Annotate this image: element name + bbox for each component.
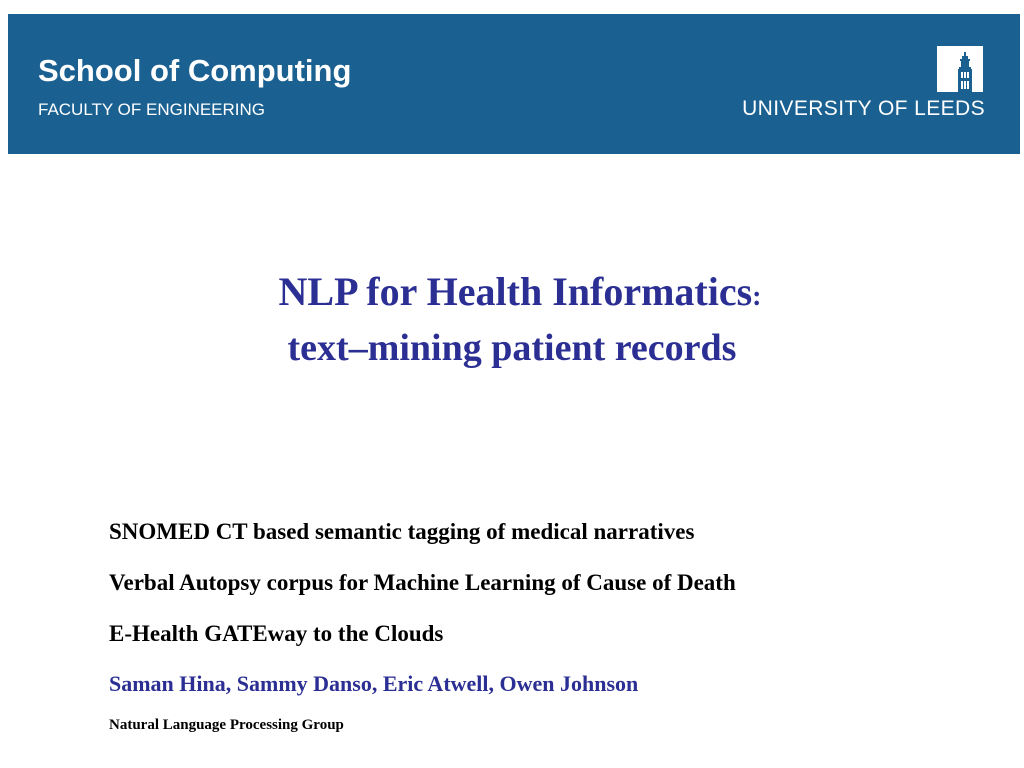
title-main: NLP for Health Informatics [278,269,753,314]
university-name: UNIVERSITY OF LEEDS [742,97,985,120]
tower-icon [937,46,983,92]
title-line-2: text–mining patient records [287,327,737,369]
topic-item: E-Health GATEway to the Clouds [109,621,444,646]
school-name: School of Computing [38,53,352,88]
title-line-1 [8,269,1024,314]
authors: Saman Hina, Sammy Danso, Eric Atwell, Owen Johnson [109,671,639,696]
faculty-name: FACULTY OF ENGINEERING [38,100,266,119]
topic-item: SNOMED CT based semantic tagging of medical narratives [109,519,695,544]
title-colon: : [752,281,762,312]
header-banner [8,14,1020,154]
topic-item: Verbal Autopsy corpus for Machine Learning of Cause of Death [109,570,736,595]
research-group: Natural Language Processing Group [109,717,344,733]
